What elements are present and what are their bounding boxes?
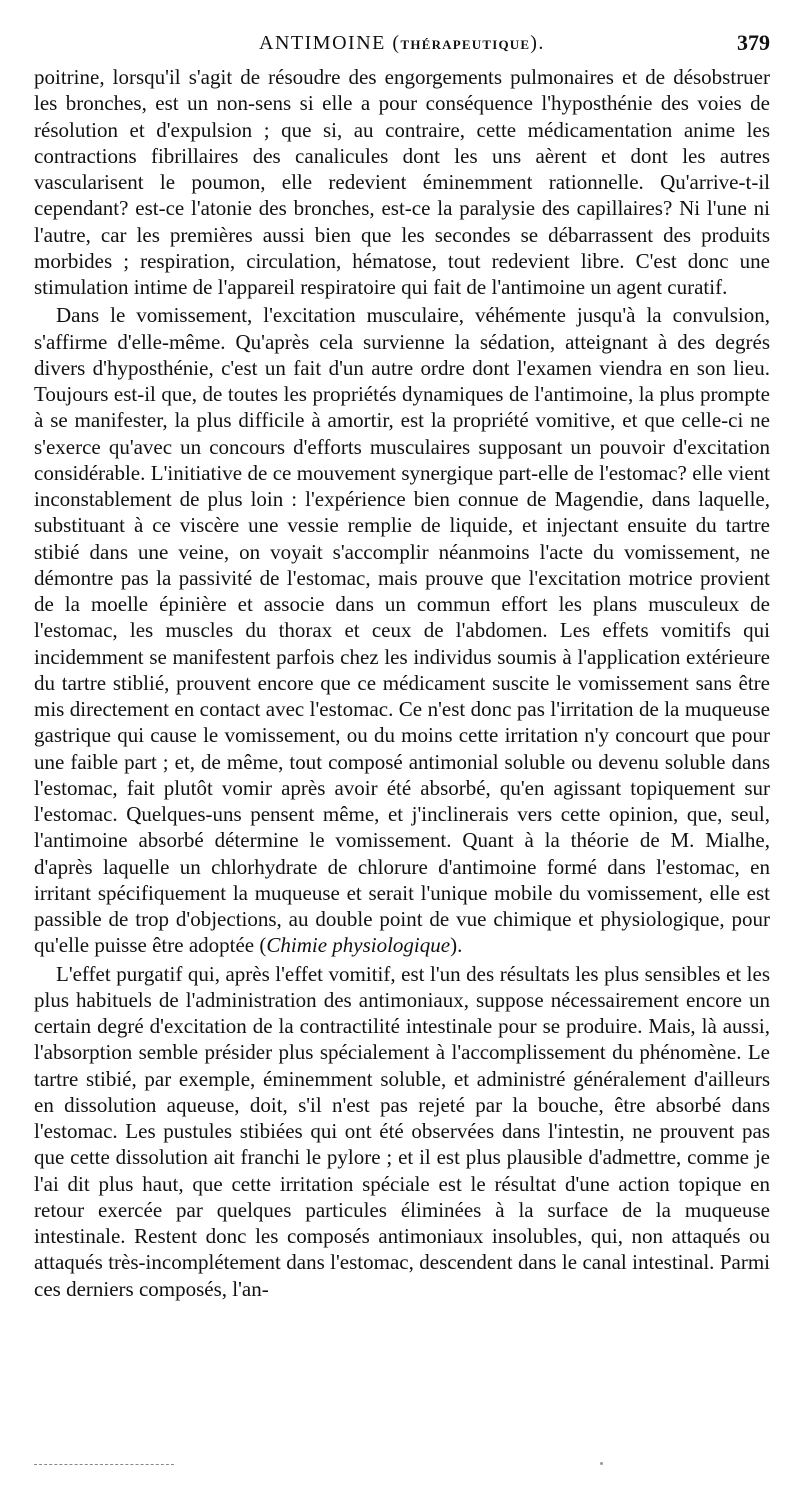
page-number: 379 — [737, 30, 770, 55]
paragraph-text: poitrine, lorsqu'il s'agit de résoudre des engorgements pulmonaires et de désobstruer les bronches, est un non-sens si elle a pour conséquence l'hyposthénie des voies de résolution et d'expulsion ; que si, au contraire, cette médicamentation anime les contractions fibrillaires des canalicules dont les uns aèrent et dont les autres vascularisent le poumon, elle redevient éminemment rationnelle. Qu'arrive-t-il cependant? est-ce l'atonie des bronches, est-ce la paralysie des capillaires? Ni l'une ni l'autre, car les premières aussi bien que les secondes se débarrassent des produits morbides ; respiration, circulation, hématose, tout redevient libre. C'est donc une stimulation intime de l'appareil respiratoire qui fait de l'antimoine un agent curatif. — [34, 65, 770, 299]
footer-mark — [600, 1462, 603, 1465]
book-page — [34, 28, 770, 1302]
running-title-close: ). — [530, 32, 545, 54]
body-text — [34, 64, 770, 1302]
paragraph-vomissement — [34, 302, 770, 958]
running-title-subtitle: THÉRAPEUTIQUE — [400, 37, 531, 52]
running-title — [34, 32, 770, 55]
paragraph-continuation — [34, 64, 770, 300]
page-header — [34, 28, 770, 64]
italic-reference: Chimie physiologique — [266, 933, 451, 958]
running-title-main: ANTIMOINE — [259, 32, 386, 54]
running-title-open: ( — [385, 32, 401, 54]
paragraph-effet-purgatif — [34, 961, 770, 1302]
paragraph-text: Dans le vomissement, l'excitation musculaire, véhémente jusqu'à la convulsion, s'affirme d'elle-même. Qu'après cela survienne la sédation, atteignant à des degrés divers d'hyposthénie, c'est un fait d'un autre ordre dont l'examen viendra en son lieu. Toujours est-il que, de toutes les propriétés dynamiques de l'antimoine, la plus prompte à se manifester, la plus difficile à amortir, est la propriété vomitive, et que celle-ci ne s'exerce qu'avec un concours d'efforts musculaires supposant un pouvoir d'excitation considérable. L'initiative de ce mouvement synergique part-elle de l'estomac? elle vient inconstablement de plus loin : l'expérience bien connue de Magendie, dans laquelle, substituant à ce viscère une vessie remplie de liquide, et injectant ensuite du tartre stibié dans une veine, on voyait s'accomplir néanmoins l'acte du vomissement, ne démontre pas la passivité de l'estomac, mais prouve que l'excitation motrice provient de la moelle épinière et associe dans un commun effort les plans musculeux de l'estomac, les muscles du thorax et ceux de l'abdomen. Les effets vomitifs qui incidemment se manifestent parfois chez les individus soumis à l'application extérieure du tartre stiblié, prouvent encore que ce médicament suscite le vomissement sans être mis directement en contact avec l'estomac. Ce n'est donc pas l'irritation de la muqueuse gastrique qui cause le vomissement, ou du moins cette irritation n'y concourt que pour une faible part ; et, de même, tout composé antimonial soluble ou devenu soluble dans l'estomac, fait plutôt vomir après avoir été absorbé, qu'en agissant topiquement sur l'estomac. Quelques-uns pensent même, et j'inclinerais vers cette opinion, que, seul, l'antimoine absorbé détermine le vomissement. Quant à la théorie de M. Mialhe, d'après laquelle un chlorhydrate de chlorure d'antimoine formé dans l'estomac, en irritant spécifiquement la muqueuse et serait l'unique mobile du vomissement, elle est passible de trop d'objections, au double point de vue chimique et physiologique, pour qu'elle puisse être adoptée ( — [34, 303, 770, 958]
paragraph-text: L'effet purgatif qui, après l'effet vomitif, est l'un des résultats les plus sensibles et les plus habituels de l'administration des antimoniaux, suppose nécessairement encore un certain degré d'excitation de la contractilité intestinale pour se produire. Mais, là aussi, l'absorption semble présider plus spécialement à l'accomplissement du phénomène. Le tartre stibié, par exemple, éminemment soluble, et administré généralement d'ailleurs en dissolution aqueuse, doit, s'il n'est pas rejeté par la bouche, être absorbé dans l'estomac. Les pustules stibiées qui ont été observées dans l'intestin, ne prouvent pas que cette dissolution ait franchi le pylore ; et il est plus plausible d'admettre, comme je l'ai dit plus haut, que cette irritation spéciale est le résultat d'une action topique en retour exercée par quelques particules éliminées à la surface de la muqueuse intestinale. Restent donc les composés antimoniaux insolubles, qui, non attaqués ou attaqués très-incomplétement dans l'estomac, descendent dans le canal intestinal. Parmi ces derniers composés, l'an- — [34, 961, 770, 1301]
footer-rule — [34, 1464, 174, 1465]
paragraph-text-end: ). — [450, 933, 463, 958]
